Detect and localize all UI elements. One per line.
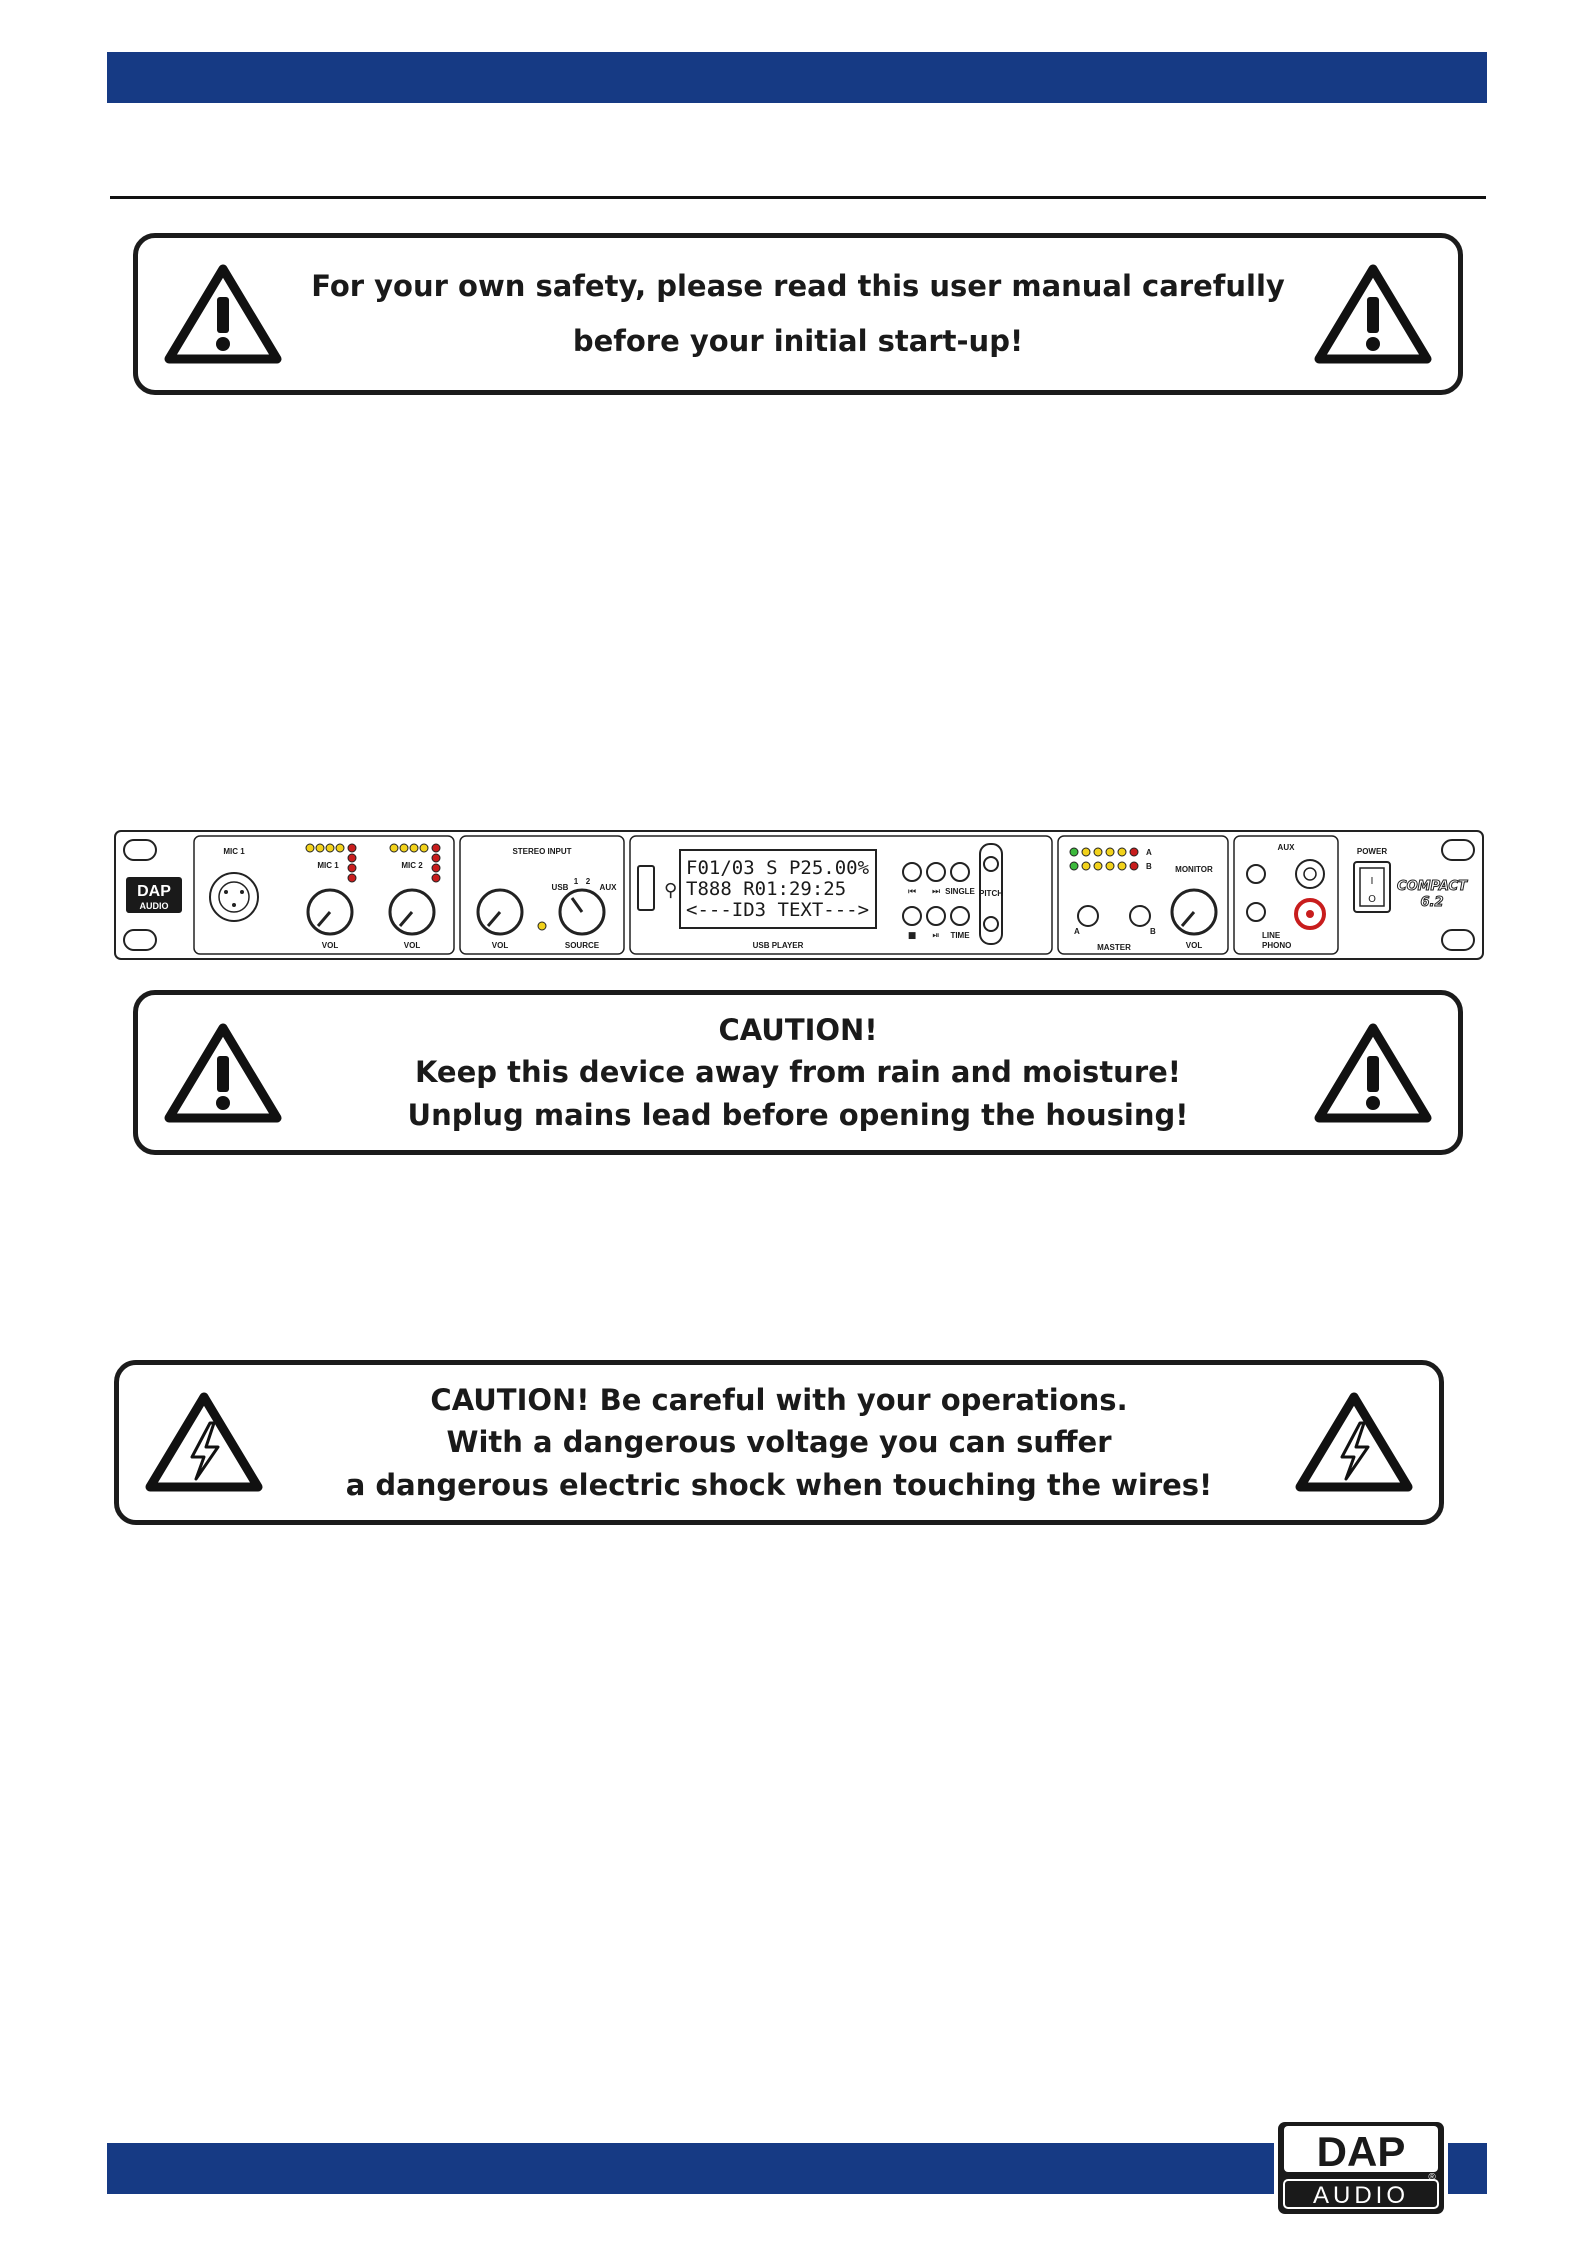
monitor-vol-label: VOL xyxy=(1185,941,1203,950)
player-button xyxy=(951,907,969,925)
high-voltage-triangle-icon xyxy=(1294,1391,1414,1493)
single-label: SINGLE xyxy=(945,887,975,896)
player-button xyxy=(951,863,969,881)
model-number: 6.2 xyxy=(1420,895,1444,910)
master-a-label: A xyxy=(1074,927,1080,936)
voltage-warning-text xyxy=(289,1365,1269,1520)
aux-jack xyxy=(1247,865,1265,883)
power-label: POWER xyxy=(1356,847,1388,856)
stop-icon: ■ xyxy=(907,931,917,941)
voltage-line-2: With a dangerous voltage you can suffer xyxy=(446,1425,1112,1460)
meter-b-label: B xyxy=(1146,862,1152,871)
footer-logo-top: DAP xyxy=(1316,2128,1406,2175)
panel-logo-top: DAP xyxy=(137,883,171,900)
source-option-usb: USB xyxy=(551,883,569,892)
line-label: LINE xyxy=(1262,931,1281,940)
caution-line-1: CAUTION! xyxy=(718,1013,878,1048)
panel-logo-bottom: AUDIO xyxy=(139,901,169,911)
source-led xyxy=(538,922,546,930)
lcd-line-2: T888 R01:29:25 xyxy=(686,878,847,900)
master-label: MASTER xyxy=(1097,943,1131,952)
player-button xyxy=(927,907,945,925)
master-a-knob xyxy=(1078,906,1098,926)
aux-jack xyxy=(1247,903,1265,921)
footer-logo-mark: ® xyxy=(1428,2172,1436,2183)
mic1-meter-label: MIC 1 xyxy=(317,861,339,870)
high-voltage-triangle-icon xyxy=(144,1391,264,1493)
mic1-label: MIC 1 xyxy=(223,847,245,856)
lcd-line-1: F01/03 S P25.00% xyxy=(686,857,870,879)
voltage-line-1: CAUTION! Be careful with your operations. xyxy=(430,1383,1128,1418)
monitor-label: MONITOR xyxy=(1175,865,1213,874)
previous-icon: ⏮ xyxy=(907,887,917,897)
header-bar xyxy=(107,52,1487,103)
meter-a-label: A xyxy=(1146,848,1152,857)
time-label: TIME xyxy=(950,931,970,940)
header-bar-fill xyxy=(107,52,1487,103)
usb-player-label: USB PLAYER xyxy=(752,941,804,950)
stereo-input-label: STEREO INPUT xyxy=(512,847,572,856)
master-b-label: B xyxy=(1150,927,1156,936)
player-button xyxy=(903,863,921,881)
dap-audio-logo xyxy=(126,877,182,913)
exclamation-triangle-icon xyxy=(163,1022,283,1124)
source-option-2: 2 xyxy=(585,877,591,886)
source-option-1: 1 xyxy=(573,877,579,886)
caution-warning-text xyxy=(308,995,1288,1150)
voltage-line-3: a dangerous electric shock when touching the wires! xyxy=(345,1467,1213,1502)
footer-logo-bottom: AUDIO xyxy=(1312,2182,1410,2209)
source-label: SOURCE xyxy=(564,941,600,950)
master-b-knob xyxy=(1130,906,1150,926)
mic1-vol-label: VOL xyxy=(321,941,339,950)
next-icon: ⏭ xyxy=(931,887,941,897)
exclamation-triangle-icon xyxy=(163,263,283,365)
exclamation-triangle-icon xyxy=(1313,1022,1433,1124)
caution-line-2: Keep this device away from rain and moisture! xyxy=(414,1055,1182,1090)
exclamation-triangle-icon xyxy=(1313,263,1433,365)
safety-warning-line-2: before your initial start-up! xyxy=(572,324,1024,358)
caution-warning-box xyxy=(133,990,1463,1155)
phono-label: PHONO xyxy=(1262,941,1292,950)
safety-warning-box xyxy=(133,233,1463,395)
usb-icon: ⚲ xyxy=(664,880,678,901)
aux-label: AUX xyxy=(1277,843,1295,852)
svg-text:O: O xyxy=(1368,894,1376,905)
voltage-warning-box xyxy=(114,1360,1444,1525)
safety-warning-text xyxy=(308,238,1288,390)
pitch-label: PITCH xyxy=(979,889,1003,898)
stereo-vol-label: VOL xyxy=(491,941,509,950)
player-button xyxy=(927,863,945,881)
svg-text:I: I xyxy=(1370,876,1374,887)
play-pause-icon: ⏯ xyxy=(932,931,940,941)
player-button xyxy=(903,907,921,925)
source-option-aux: AUX xyxy=(599,883,617,892)
mic2-meter-label: MIC 2 xyxy=(401,861,423,870)
mic2-vol-label: VOL xyxy=(403,941,421,950)
lcd-line-3: <---ID3 TEXT---> xyxy=(686,899,870,921)
device-front-panel xyxy=(114,830,1484,960)
caution-line-3: Unplug mains lead before opening the housing! xyxy=(407,1097,1189,1132)
safety-warning-line-1: For your own safety, please read this user manual carefully xyxy=(311,268,1285,303)
model-name: COMPACT xyxy=(1397,879,1467,894)
header-rule xyxy=(110,196,1486,199)
dap-audio-footer-logo xyxy=(1274,2118,1448,2218)
